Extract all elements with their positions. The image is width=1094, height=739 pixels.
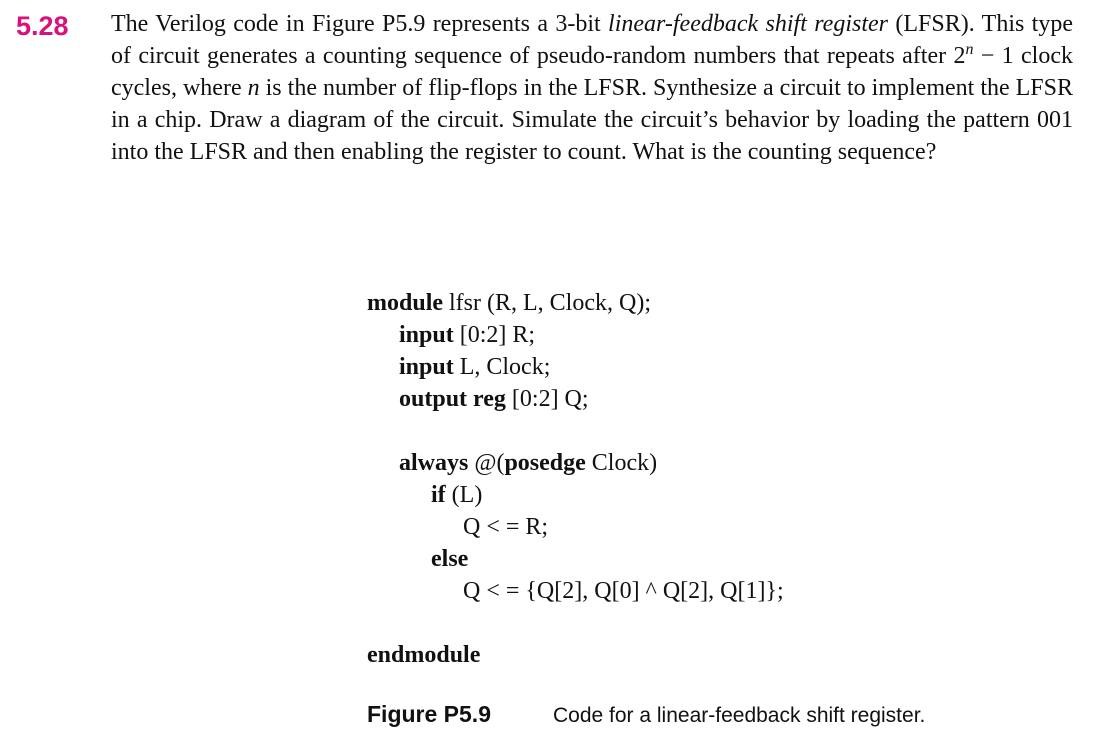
code-line-always [399,447,657,479]
code-text: @( [468,450,505,476]
code-line-input-l-clock [399,351,550,383]
code-line-else [431,543,468,575]
italic-term-lfsr: linear-feedback shift register [608,11,889,37]
code-line-shift-assignment: Q < = {Q[2], Q[0] ^ Q[2], Q[1]}; [463,578,784,604]
code-line-output-reg [399,383,589,415]
italic-variable-n: n [247,75,260,101]
problem-number: 5.28 [16,11,69,41]
keyword-output: output [399,386,468,412]
code-text: [0:2] R; [453,322,536,348]
keyword-endmodule: endmodule [367,642,481,668]
keyword-else: else [431,546,469,572]
code-text: L, Clock; [453,354,551,380]
code-text: lfsr (R, L, Clock, Q); [443,290,651,316]
code-line-load-assignment: Q < = R; [463,514,549,540]
keyword-input: input [399,322,454,348]
problem-text-part2: (LFSR). This type of circuit generates a counting sequence of pseudo-random numbers that repeats after 2 [111,11,1074,69]
keyword-module: module [367,290,444,316]
problem-text-part4: is the number of flip-flops in the LFSR. Synthesize a circuit to implement the LFSR in a chip. Draw a diagram of the circuit. Simulate the circuit’s behavior by loading the pattern 001 into the LFSR and then enabling the register to count. What is the counting sequence? [111,75,1074,165]
figure-caption-text: Code for a linear-feedback shift register. [553,704,926,727]
problem-text-part3: − 1 clock cycles, where [111,43,1073,101]
code-line-endmodule [367,639,480,671]
code-line-input-r [399,319,535,351]
keyword-posedge: posedge [504,450,586,476]
figure-caption [367,697,925,731]
exponent-n: n [965,41,974,58]
keyword-if: if [431,482,446,508]
problem-text-part1: The Verilog code in Figure P5.9 represents a 3-bit [111,11,609,37]
keyword-always: always [399,450,469,476]
keyword-reg: reg [473,386,506,412]
code-text: [0:2] Q; [505,386,589,412]
code-text: Clock) [585,450,658,476]
figure-label: Figure P5.9 [367,701,491,727]
code-line-module [367,287,651,319]
code-text: (L) [445,482,483,508]
keyword-input: input [399,354,454,380]
code-line-if [431,479,482,511]
problem-statement [111,8,1073,168]
